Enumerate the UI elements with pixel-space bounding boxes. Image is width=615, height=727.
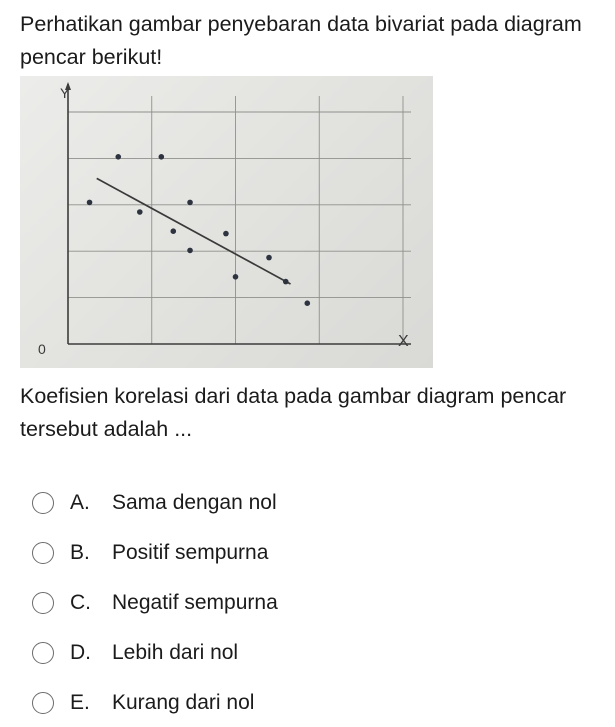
data-point	[170, 228, 176, 234]
option-letter: E.	[70, 691, 90, 714]
option-b[interactable]	[32, 536, 452, 570]
radio-button[interactable]	[32, 492, 54, 514]
question-prompt: Koefisien korelasi dari data pada gambar diagram pencar tersebut adalah ...	[20, 384, 567, 441]
option-text: Kurang dari nol	[112, 691, 255, 714]
radio-button[interactable]	[32, 692, 54, 714]
data-point	[283, 279, 289, 285]
option-letter: B.	[70, 541, 90, 564]
scatter-plot	[20, 76, 433, 368]
option-d[interactable]	[32, 636, 452, 670]
option-letter: A.	[70, 491, 90, 514]
option-text: Positif sempurna	[112, 541, 269, 564]
option-a[interactable]	[32, 486, 452, 520]
question-intro: Perhatikan gambar penyebaran data bivariat pada diagram pencar berikut!	[20, 12, 582, 69]
radio-button[interactable]	[32, 642, 54, 664]
data-point	[187, 200, 193, 206]
data-point	[187, 248, 193, 254]
trend-line	[97, 178, 291, 284]
radio-button[interactable]	[32, 542, 54, 564]
data-point	[87, 200, 93, 206]
option-letter: D.	[70, 641, 91, 664]
scatter-diagram-photo	[20, 76, 433, 368]
data-point	[304, 300, 310, 306]
data-point	[115, 154, 121, 160]
origin-label: 0	[38, 341, 46, 357]
option-text: Negatif sempurna	[112, 591, 278, 614]
option-letter: C.	[70, 591, 91, 614]
y-axis-label: Y	[60, 85, 70, 101]
radio-button[interactable]	[32, 592, 54, 614]
data-point	[159, 154, 165, 160]
x-axis-label: X	[398, 333, 409, 350]
data-point	[266, 255, 272, 261]
data-point	[137, 209, 143, 215]
option-text: Sama dengan nol	[112, 491, 277, 514]
option-c[interactable]	[32, 586, 452, 620]
data-point	[223, 231, 229, 237]
option-e[interactable]	[32, 686, 452, 720]
option-text: Lebih dari nol	[112, 641, 239, 664]
data-point	[233, 274, 239, 280]
